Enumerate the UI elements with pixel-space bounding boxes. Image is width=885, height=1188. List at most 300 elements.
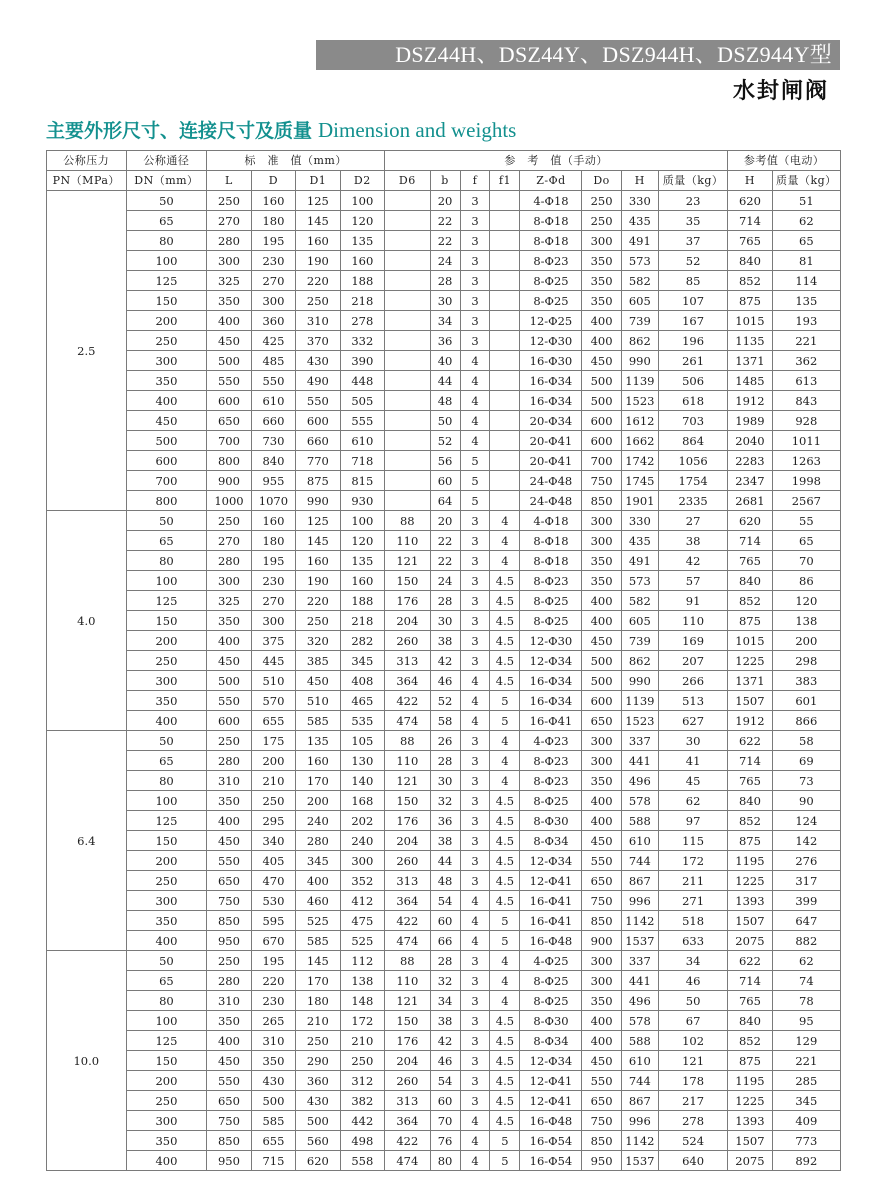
dn-cell: 150 (126, 1051, 207, 1071)
table-cell: 3 (460, 311, 490, 331)
table-cell: 8-Φ23 (520, 751, 582, 771)
table-cell: 345 (296, 851, 340, 871)
table-cell: 875 (728, 831, 772, 851)
table-cell: 8-Φ18 (520, 551, 582, 571)
table-cell: 558 (340, 1151, 384, 1171)
table-cell: 52 (658, 251, 727, 271)
table-cell (385, 491, 430, 511)
dn-cell: 100 (126, 1011, 207, 1031)
table-cell: 20 (430, 511, 460, 531)
table-cell (385, 251, 430, 271)
table-cell: 50 (430, 411, 460, 431)
table-row (47, 1131, 841, 1151)
table-cell: 148 (340, 991, 384, 1011)
table-cell: 633 (658, 931, 727, 951)
table-cell: 1662 (621, 431, 658, 451)
table-cell: 650 (582, 1091, 621, 1111)
table-cell: 4 (460, 1111, 490, 1131)
table-cell: 3 (460, 991, 490, 1011)
table-row (47, 471, 841, 491)
table-cell: 16-Φ41 (520, 911, 582, 931)
table-cell: 26 (430, 731, 460, 751)
table-cell: 500 (582, 371, 621, 391)
table-cell: 325 (207, 271, 251, 291)
table-cell: 67 (658, 1011, 727, 1031)
table-cell: 4 (460, 1131, 490, 1151)
table-cell: 160 (296, 551, 340, 571)
table-cell: 350 (251, 1051, 295, 1071)
table-cell: 900 (582, 931, 621, 951)
table-cell: 1912 (728, 391, 772, 411)
table-cell: 990 (621, 671, 658, 691)
table-cell: 12-Φ30 (520, 631, 582, 651)
table-cell: 30 (430, 771, 460, 791)
table-cell: 35 (658, 211, 727, 231)
table-cell: 405 (251, 851, 295, 871)
pn-cell: 4.0 (47, 511, 127, 731)
dimension-table (46, 150, 841, 1171)
table-cell: 3 (460, 871, 490, 891)
dn-cell: 300 (126, 1111, 207, 1131)
table-cell: 430 (296, 1091, 340, 1111)
table-cell: 996 (621, 891, 658, 911)
table-cell: 1225 (728, 651, 772, 671)
table-cell: 600 (207, 711, 251, 731)
table-cell: 400 (582, 311, 621, 331)
table-cell: 840 (251, 451, 295, 471)
table-cell: 3 (460, 191, 490, 211)
table-cell: 280 (207, 751, 251, 771)
table-cell: 188 (340, 271, 384, 291)
table-cell: 750 (582, 891, 621, 911)
table-cell: 610 (621, 831, 658, 851)
table-cell: 24-Φ48 (520, 491, 582, 511)
table-cell: 412 (340, 891, 384, 911)
table-cell: 8-Φ23 (520, 771, 582, 791)
table-cell: 445 (251, 651, 295, 671)
table-cell: 647 (772, 911, 840, 931)
table-cell (385, 451, 430, 471)
table-cell: 660 (251, 411, 295, 431)
header-col: H (621, 171, 658, 191)
table-cell: 350 (582, 251, 621, 271)
table-cell (385, 351, 430, 371)
table-cell: 5 (490, 691, 520, 711)
table-cell: 135 (340, 551, 384, 571)
table-cell: 435 (621, 531, 658, 551)
table-cell: 714 (728, 751, 772, 771)
dn-cell: 350 (126, 911, 207, 931)
table-cell: 178 (658, 1071, 727, 1091)
header-col: H (728, 171, 772, 191)
table-cell: 3 (460, 551, 490, 571)
header-dn: 公称通径 (126, 151, 207, 171)
table-cell: 622 (728, 951, 772, 971)
table-cell: 550 (582, 1071, 621, 1091)
table-cell: 770 (296, 451, 340, 471)
table-cell: 815 (340, 471, 384, 491)
table-cell: 450 (582, 351, 621, 371)
table-cell: 430 (251, 1071, 295, 1091)
table-cell: 524 (658, 1131, 727, 1151)
table-cell: 330 (621, 191, 658, 211)
table-cell: 230 (251, 991, 295, 1011)
table-cell: 4.5 (490, 571, 520, 591)
table-cell: 102 (658, 1031, 727, 1051)
table-body (47, 191, 841, 1171)
table-cell: 875 (728, 291, 772, 311)
table-cell: 230 (251, 571, 295, 591)
table-cell: 271 (658, 891, 727, 911)
table-cell: 120 (340, 531, 384, 551)
table-cell: 610 (340, 431, 384, 451)
table-cell: 660 (296, 431, 340, 451)
table-cell: 441 (621, 971, 658, 991)
table-cell: 585 (251, 1111, 295, 1131)
table-cell: 276 (772, 851, 840, 871)
table-cell: 20-Φ41 (520, 431, 582, 451)
dn-cell: 150 (126, 611, 207, 631)
table-cell: 610 (621, 1051, 658, 1071)
table-cell: 875 (728, 1051, 772, 1071)
table-cell: 350 (582, 771, 621, 791)
table-cell: 350 (582, 551, 621, 571)
table-cell: 37 (658, 231, 727, 251)
table-cell: 100 (340, 511, 384, 531)
table-cell: 3 (460, 291, 490, 311)
table-cell: 450 (582, 631, 621, 651)
table-cell: 190 (296, 251, 340, 271)
table-cell: 4 (460, 351, 490, 371)
table-cell: 167 (658, 311, 727, 331)
table-cell: 450 (296, 671, 340, 691)
table-cell: 1485 (728, 371, 772, 391)
dn-cell: 125 (126, 1031, 207, 1051)
table-cell: 76 (430, 1131, 460, 1151)
table-cell: 193 (772, 311, 840, 331)
table-cell: 350 (207, 611, 251, 631)
table-cell: 3 (460, 1031, 490, 1051)
table-cell: 24 (430, 571, 460, 591)
table-cell: 4.5 (490, 891, 520, 911)
table-cell: 8-Φ34 (520, 831, 582, 851)
table-cell: 385 (296, 651, 340, 671)
table-cell: 550 (251, 371, 295, 391)
table-cell: 850 (582, 911, 621, 931)
table-cell: 160 (340, 571, 384, 591)
dn-cell: 400 (126, 391, 207, 411)
table-row (47, 1151, 841, 1171)
table-cell: 864 (658, 431, 727, 451)
table-cell: 345 (772, 1091, 840, 1111)
table-row (47, 431, 841, 451)
header-col: 质量（kg） (772, 171, 840, 191)
table-cell: 12-Φ34 (520, 651, 582, 671)
table-cell: 4 (490, 531, 520, 551)
table-cell: 4 (490, 771, 520, 791)
table-cell: 320 (296, 631, 340, 651)
table-cell: 260 (385, 1071, 430, 1091)
table-cell: 97 (658, 811, 727, 831)
table-cell: 882 (772, 931, 840, 951)
table-row (47, 811, 841, 831)
table-cell (490, 471, 520, 491)
table-cell: 2567 (772, 491, 840, 511)
table-cell: 570 (251, 691, 295, 711)
table-cell: 843 (772, 391, 840, 411)
table-cell: 4.5 (490, 631, 520, 651)
table-cell: 3 (460, 811, 490, 831)
table-cell: 60 (430, 1091, 460, 1111)
table-row (47, 371, 841, 391)
table-cell: 16-Φ48 (520, 1111, 582, 1131)
table-cell: 400 (207, 811, 251, 831)
table-cell: 560 (296, 1131, 340, 1151)
table-cell: 8-Φ34 (520, 1031, 582, 1051)
table-cell (385, 431, 430, 451)
dn-cell: 350 (126, 691, 207, 711)
table-cell: 613 (772, 371, 840, 391)
table-cell: 20 (430, 191, 460, 211)
table-cell: 124 (772, 811, 840, 831)
table-cell: 300 (582, 951, 621, 971)
table-cell: 4 (490, 951, 520, 971)
table-cell: 85 (658, 271, 727, 291)
table-cell: 600 (582, 431, 621, 451)
table-cell: 195 (251, 951, 295, 971)
table-cell: 28 (430, 591, 460, 611)
table-cell: 81 (772, 251, 840, 271)
table-cell: 140 (340, 771, 384, 791)
table-cell: 110 (385, 531, 430, 551)
header-reference-manual: 参 考 值（手动） (385, 151, 728, 171)
dn-cell: 125 (126, 271, 207, 291)
table-row (47, 891, 841, 911)
table-cell: 465 (340, 691, 384, 711)
table-cell: 250 (296, 611, 340, 631)
table-cell: 500 (207, 351, 251, 371)
table-cell: 1523 (621, 711, 658, 731)
table-cell: 928 (772, 411, 840, 431)
dn-cell: 80 (126, 991, 207, 1011)
table-cell: 4 (460, 371, 490, 391)
table-cell: 360 (251, 311, 295, 331)
dn-cell: 400 (126, 711, 207, 731)
table-cell: 8-Φ25 (520, 591, 582, 611)
table-row (47, 1051, 841, 1071)
table-cell: 500 (296, 1111, 340, 1131)
dn-cell: 65 (126, 971, 207, 991)
dn-cell: 400 (126, 931, 207, 951)
table-cell: 300 (207, 251, 251, 271)
table-cell: 1537 (621, 931, 658, 951)
table-cell: 300 (251, 291, 295, 311)
table-cell: 195 (251, 231, 295, 251)
table-cell: 530 (251, 891, 295, 911)
table-cell: 550 (207, 371, 251, 391)
table-cell: 60 (430, 911, 460, 931)
table-cell: 1195 (728, 851, 772, 871)
table-row (47, 631, 841, 651)
dn-cell: 50 (126, 951, 207, 971)
table-cell: 474 (385, 1151, 430, 1171)
table-cell: 260 (385, 851, 430, 871)
table-cell: 850 (582, 1131, 621, 1151)
table-cell: 840 (728, 251, 772, 271)
table-cell (490, 211, 520, 231)
table-cell: 750 (207, 1111, 251, 1131)
table-cell (385, 291, 430, 311)
table-cell: 505 (340, 391, 384, 411)
table-cell: 1754 (658, 471, 727, 491)
table-cell: 160 (251, 191, 295, 211)
table-cell: 700 (207, 431, 251, 451)
table-cell: 16-Φ54 (520, 1131, 582, 1151)
section-title-en: Dimension and weights (318, 118, 517, 142)
table-cell: 145 (296, 211, 340, 231)
table-cell: 78 (772, 991, 840, 1011)
table-cell: 655 (251, 1131, 295, 1151)
table-cell: 100 (340, 191, 384, 211)
table-cell: 1612 (621, 411, 658, 431)
table-cell: 313 (385, 871, 430, 891)
table-row (47, 691, 841, 711)
table-cell: 1745 (621, 471, 658, 491)
table-cell: 290 (296, 1051, 340, 1071)
table-cell: 840 (728, 791, 772, 811)
table-cell: 578 (621, 1011, 658, 1031)
table-cell: 16-Φ34 (520, 371, 582, 391)
table-cell (385, 271, 430, 291)
table-cell: 773 (772, 1131, 840, 1151)
table-cell: 595 (251, 911, 295, 931)
table-cell: 51 (772, 191, 840, 211)
table-cell: 12-Φ30 (520, 331, 582, 351)
table-cell: 474 (385, 931, 430, 951)
table-cell: 4 (460, 411, 490, 431)
table-cell: 325 (207, 591, 251, 611)
table-cell: 2075 (728, 931, 772, 951)
table-cell: 618 (658, 391, 727, 411)
table-cell: 3 (460, 791, 490, 811)
table-cell: 230 (251, 251, 295, 271)
table-cell: 65 (772, 231, 840, 251)
table-cell: 5 (490, 711, 520, 731)
table-cell: 867 (621, 871, 658, 891)
table-cell: 930 (340, 491, 384, 511)
table-cell: 1537 (621, 1151, 658, 1171)
table-cell (490, 231, 520, 251)
table-cell: 3 (460, 771, 490, 791)
table-cell: 3 (460, 971, 490, 991)
table-cell: 250 (251, 791, 295, 811)
table-cell: 74 (772, 971, 840, 991)
header-col: D (251, 171, 295, 191)
table-row (47, 871, 841, 891)
table-cell: 221 (772, 1051, 840, 1071)
table-cell: 765 (728, 771, 772, 791)
table-cell: 66 (430, 931, 460, 951)
table-cell: 400 (582, 591, 621, 611)
table-cell: 170 (296, 971, 340, 991)
header-reference-electric: 参考值（电动） (728, 151, 841, 171)
table-cell: 3 (460, 631, 490, 651)
table-cell: 73 (772, 771, 840, 791)
table-cell: 1507 (728, 691, 772, 711)
table-cell: 4 (490, 511, 520, 531)
table-cell: 310 (207, 991, 251, 1011)
table-cell: 510 (251, 671, 295, 691)
table-cell: 600 (582, 691, 621, 711)
table-cell (385, 331, 430, 351)
table-cell: 112 (340, 951, 384, 971)
table-cell: 121 (658, 1051, 727, 1071)
table-cell: 160 (296, 231, 340, 251)
dn-cell: 250 (126, 331, 207, 351)
table-cell: 3 (460, 331, 490, 351)
table-cell: 350 (582, 271, 621, 291)
table-cell: 1263 (772, 451, 840, 471)
table-cell: 88 (385, 951, 430, 971)
table-cell: 1195 (728, 1071, 772, 1091)
table-cell: 622 (728, 731, 772, 751)
table-cell: 1507 (728, 1131, 772, 1151)
table-cell: 3 (460, 1011, 490, 1031)
table-cell: 204 (385, 611, 430, 631)
table-cell: 4.5 (490, 671, 520, 691)
table-cell: 250 (207, 511, 251, 531)
table-cell: 32 (430, 971, 460, 991)
table-cell: 362 (772, 351, 840, 371)
table-cell: 180 (251, 531, 295, 551)
table-cell: 840 (728, 1011, 772, 1031)
table-cell: 138 (772, 611, 840, 631)
table-cell: 280 (207, 971, 251, 991)
table-row (47, 511, 841, 531)
dn-cell: 300 (126, 891, 207, 911)
table-cell: 280 (207, 231, 251, 251)
table-cell: 422 (385, 691, 430, 711)
table-cell: 188 (340, 591, 384, 611)
table-cell: 145 (296, 531, 340, 551)
table-cell: 422 (385, 911, 430, 931)
dn-cell: 200 (126, 1071, 207, 1091)
table-cell: 750 (582, 471, 621, 491)
table-cell: 138 (340, 971, 384, 991)
dn-cell: 400 (126, 1151, 207, 1171)
table-row (47, 1111, 841, 1131)
dn-cell: 350 (126, 371, 207, 391)
header-col: D6 (385, 171, 430, 191)
table-cell: 36 (430, 811, 460, 831)
table-cell: 250 (207, 951, 251, 971)
header-col: L (207, 171, 251, 191)
table-cell: 627 (658, 711, 727, 731)
table-cell: 491 (621, 551, 658, 571)
table-cell: 300 (582, 231, 621, 251)
dn-cell: 50 (126, 731, 207, 751)
table-cell: 550 (207, 851, 251, 871)
table-cell: 4 (460, 711, 490, 731)
table-cell: 30 (658, 731, 727, 751)
table-cell: 261 (658, 351, 727, 371)
table-cell: 3 (460, 211, 490, 231)
table-cell: 3 (460, 751, 490, 771)
table-cell: 44 (430, 371, 460, 391)
table-cell: 474 (385, 711, 430, 731)
table-cell: 62 (772, 211, 840, 231)
table-cell: 110 (658, 611, 727, 631)
